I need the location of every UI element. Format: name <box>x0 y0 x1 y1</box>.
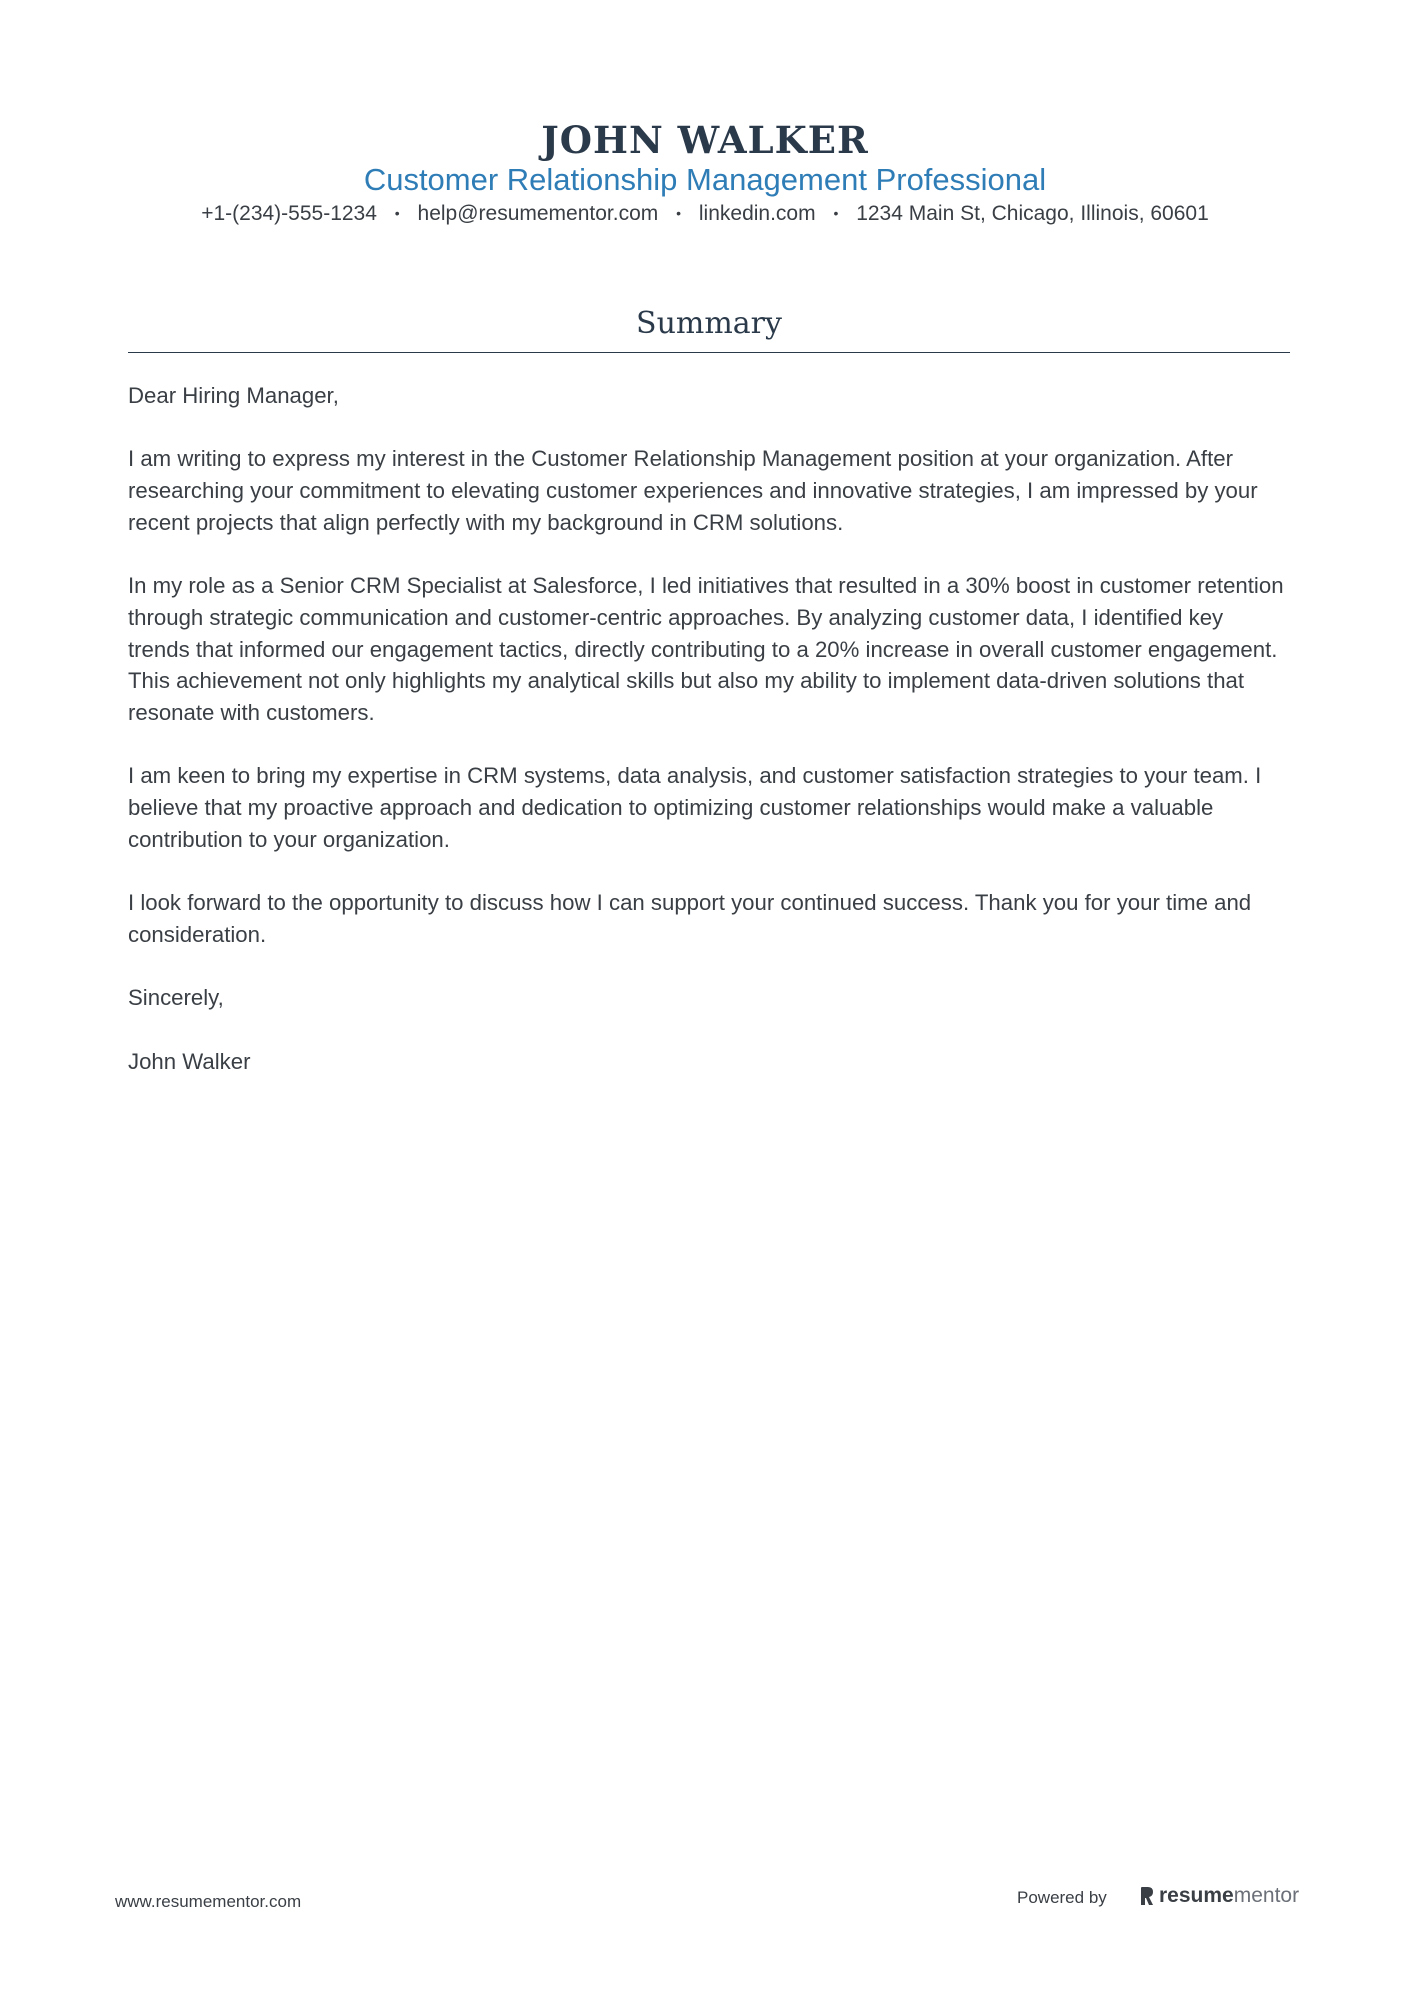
resumementor-logo[interactable] <box>1140 1884 1299 1908</box>
candidate-role: Customer Relationship Management Professional <box>363 162 1047 197</box>
header <box>0 118 1410 229</box>
letter-signature: John Walker <box>128 1048 251 1074</box>
letter-body <box>128 380 1290 1109</box>
letter-paragraph: I look forward to the opportunity to discuss how I can support your continued success. Thank you for your time and consideration. <box>128 890 1252 947</box>
powered-by-label: Powered by <box>1017 1888 1107 1907</box>
letter-closing: Sincerely, <box>128 985 224 1011</box>
contact-separator: • <box>833 205 839 221</box>
letter-paragraph: In my role as a Senior CRM Specialist at Salesforce, I led initiatives that resulted in a 30% boost in customer retention through strategic communication and customer-centric approaches. By analyzing customer data, I identified key trends that informed our engagement tactics, directly contributing to a 20% increase in overall customer engagement. This achievement not only highlights my analytical skills but also my ability to implement data-driven solutions that resonate with customers. <box>128 573 1284 725</box>
brand-name-bold: resume <box>1159 1884 1234 1907</box>
section-divider <box>128 352 1290 353</box>
letter-paragraph: I am writing to express my interest in the Customer Relationship Management position at your organization. After researching your commitment to elevating customer experiences and innovative strategies, I am impressed by your recent projects that align perfectly with my background in CRM solutions. <box>128 446 1258 535</box>
resumementor-logo-icon <box>1140 1886 1154 1906</box>
candidate-name: JOHN WALKER <box>541 118 869 162</box>
contact-address: 1234 Main St, Chicago, Illinois, 60601 <box>856 202 1209 225</box>
footer-website-link[interactable]: www.resumementor.com <box>115 1892 302 1911</box>
contact-email[interactable]: help@resumementor.com <box>417 202 659 225</box>
contact-line <box>0 198 1410 229</box>
contact-separator: • <box>394 205 400 221</box>
brand-name-light: mentor <box>1233 1884 1300 1907</box>
contact-separator: • <box>676 205 682 221</box>
letter-paragraph: I am keen to bring my expertise in CRM systems, data analysis, and customer satisfaction strategies to your team. I believe that my proactive approach and dedication to optimizing customer relationships would make a valuable contribution to your organization. <box>128 763 1262 852</box>
contact-linkedin[interactable]: linkedin.com <box>698 202 816 225</box>
contact-phone: +1-(234)-555-1234 <box>201 202 377 225</box>
letter-greeting: Dear Hiring Manager, <box>128 383 339 408</box>
section-title: Summary <box>636 306 782 341</box>
